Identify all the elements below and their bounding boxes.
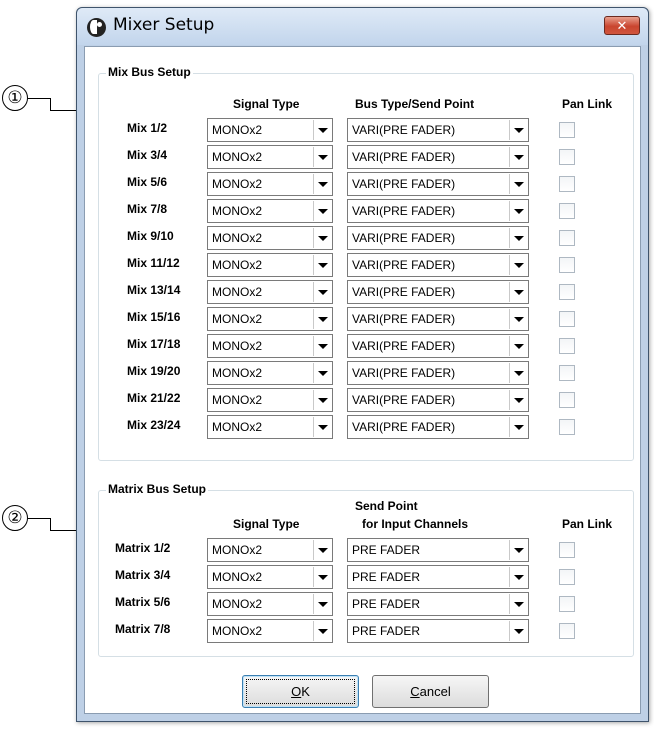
- signal-type-select[interactable]: [207, 361, 333, 385]
- mixer-app-icon: [87, 18, 106, 37]
- select-value: VARI(PRE FADER): [352, 258, 456, 272]
- chevron-down-icon[interactable]: [509, 390, 527, 410]
- chevron-down-icon[interactable]: [313, 567, 331, 587]
- pan-link-checkbox[interactable]: [559, 338, 575, 354]
- chevron-down-icon[interactable]: [509, 621, 527, 641]
- send-point-select[interactable]: [347, 592, 529, 616]
- header-signal-type: Signal Type: [233, 97, 300, 111]
- pan-link-checkbox[interactable]: [559, 230, 575, 246]
- send-point-select[interactable]: [347, 565, 529, 589]
- select-value: MONOx2: [212, 366, 263, 380]
- bus-type-select[interactable]: [347, 253, 529, 277]
- close-button[interactable]: ✕: [604, 16, 640, 35]
- select-value: MONOx2: [212, 339, 263, 353]
- chevron-down-icon[interactable]: [313, 120, 331, 140]
- header-pan-link: Pan Link: [562, 97, 613, 111]
- title-bar[interactable]: [77, 8, 648, 45]
- select-value: VARI(PRE FADER): [352, 312, 456, 326]
- mix_bus_setup-label: Mix 23/24: [127, 418, 181, 432]
- select-value: VARI(PRE FADER): [352, 420, 456, 434]
- pan-link-checkbox[interactable]: [559, 419, 575, 435]
- dialog-body: [84, 46, 641, 714]
- chevron-down-icon[interactable]: [509, 540, 527, 560]
- select-value: MONOx2: [212, 285, 263, 299]
- chevron-down-icon[interactable]: [509, 228, 527, 248]
- bus-type-select[interactable]: [347, 415, 529, 439]
- chevron-down-icon[interactable]: [509, 174, 527, 194]
- mix_bus_setup-row: [99, 387, 635, 412]
- pan-link-checkbox[interactable]: [559, 365, 575, 381]
- send-point-select[interactable]: [347, 619, 529, 643]
- mix_bus_setup-label: Mix 19/20: [127, 364, 181, 378]
- ok-button[interactable]: OK: [242, 675, 359, 708]
- pan-link-checkbox[interactable]: [559, 542, 575, 558]
- select-value: MONOx2: [212, 597, 263, 611]
- chevron-down-icon[interactable]: [313, 147, 331, 167]
- bus-type-select[interactable]: [347, 172, 529, 196]
- signal-type-select[interactable]: [207, 280, 333, 304]
- chevron-down-icon[interactable]: [313, 174, 331, 194]
- mix_bus_setup-row: [99, 198, 635, 223]
- select-value: MONOx2: [212, 543, 263, 557]
- callout-number: ②: [2, 505, 28, 531]
- mix_bus_setup-label: Mix 13/14: [127, 283, 181, 297]
- signal-type-select[interactable]: [207, 388, 333, 412]
- header-signal-type: Signal Type: [233, 517, 300, 531]
- matrix_bus_setup-label: Matrix 3/4: [115, 568, 171, 582]
- mix_bus_setup-row: [99, 171, 635, 196]
- mix_bus_setup-label: Mix 11/12: [127, 256, 180, 270]
- select-value: MONOx2: [212, 150, 263, 164]
- select-value: VARI(PRE FADER): [352, 393, 456, 407]
- window-title: Mixer Setup: [113, 15, 215, 35]
- mix_bus_setup-row: [99, 144, 635, 169]
- chevron-down-icon[interactable]: [313, 417, 331, 437]
- mix-bus-setup-group: [98, 65, 634, 461]
- mix_bus_setup-row: [99, 360, 635, 385]
- chevron-down-icon[interactable]: [313, 540, 331, 560]
- pan-link-checkbox[interactable]: [559, 569, 575, 585]
- mix_bus_setup-row: [99, 117, 635, 142]
- matrix_bus_setup-row: [99, 564, 635, 589]
- signal-type-select[interactable]: [207, 226, 333, 250]
- pan-link-checkbox[interactable]: [559, 284, 575, 300]
- pan-link-checkbox[interactable]: [559, 203, 575, 219]
- chevron-down-icon[interactable]: [509, 255, 527, 275]
- matrix_bus_setup-label: Matrix 7/8: [115, 622, 171, 636]
- select-value: VARI(PRE FADER): [352, 339, 456, 353]
- header-send-point-line1: Send Point: [355, 499, 418, 513]
- pan-link-checkbox[interactable]: [559, 122, 575, 138]
- select-value: PRE FADER: [352, 624, 421, 638]
- chevron-down-icon[interactable]: [313, 363, 331, 383]
- signal-type-select[interactable]: [207, 619, 333, 643]
- chevron-down-icon[interactable]: [509, 363, 527, 383]
- chevron-down-icon[interactable]: [313, 201, 331, 221]
- bus-type-select[interactable]: [347, 334, 529, 358]
- select-value: MONOx2: [212, 123, 263, 137]
- select-value: PRE FADER: [352, 543, 421, 557]
- mix_bus_setup-label: Mix 21/22: [127, 391, 181, 405]
- pan-link-checkbox[interactable]: [559, 311, 575, 327]
- chevron-down-icon[interactable]: [509, 147, 527, 167]
- matrix-bus-setup-group: [98, 482, 634, 657]
- signal-type-select[interactable]: [207, 307, 333, 331]
- send-point-select[interactable]: [347, 538, 529, 562]
- select-value: VARI(PRE FADER): [352, 285, 456, 299]
- callout-number: ①: [2, 85, 28, 111]
- select-value: MONOx2: [212, 231, 263, 245]
- signal-type-select[interactable]: [207, 145, 333, 169]
- select-value: PRE FADER: [352, 570, 421, 584]
- signal-type-select[interactable]: [207, 199, 333, 223]
- mix_bus_setup-label: Mix 9/10: [127, 229, 174, 243]
- signal-type-select[interactable]: [207, 172, 333, 196]
- chevron-down-icon[interactable]: [509, 282, 527, 302]
- select-value: VARI(PRE FADER): [352, 150, 456, 164]
- matrix_bus_setup-label: Matrix 5/6: [115, 595, 171, 609]
- chevron-down-icon[interactable]: [509, 567, 527, 587]
- bus-type-select[interactable]: [347, 145, 529, 169]
- pan-link-checkbox[interactable]: [559, 596, 575, 612]
- mix_bus_setup-row: [99, 333, 635, 358]
- select-value: MONOx2: [212, 312, 263, 326]
- pan-link-checkbox[interactable]: [559, 392, 575, 408]
- select-value: VARI(PRE FADER): [352, 204, 456, 218]
- signal-type-select[interactable]: [207, 565, 333, 589]
- select-value: VARI(PRE FADER): [352, 231, 456, 245]
- select-value: MONOx2: [212, 177, 263, 191]
- select-value: MONOx2: [212, 570, 263, 584]
- bus-type-select[interactable]: [347, 307, 529, 331]
- chevron-down-icon[interactable]: [509, 120, 527, 140]
- mix_bus_setup-label: Mix 5/6: [127, 175, 168, 189]
- mix_bus_setup-label: Mix 3/4: [127, 148, 168, 162]
- chevron-down-icon[interactable]: [509, 309, 527, 329]
- select-value: MONOx2: [212, 624, 263, 638]
- pan-link-checkbox[interactable]: [559, 176, 575, 192]
- pan-link-checkbox[interactable]: [559, 257, 575, 273]
- chevron-down-icon[interactable]: [509, 417, 527, 437]
- chevron-down-icon[interactable]: [313, 621, 331, 641]
- header-pan-link: Pan Link: [562, 517, 613, 531]
- select-value: VARI(PRE FADER): [352, 366, 456, 380]
- mix_bus_setup-label: Mix 15/16: [127, 310, 181, 324]
- mix_bus_setup-row: [99, 306, 635, 331]
- pan-link-checkbox[interactable]: [559, 623, 575, 639]
- bus-type-select[interactable]: [347, 280, 529, 304]
- chevron-down-icon[interactable]: [313, 336, 331, 356]
- select-value: MONOx2: [212, 204, 263, 218]
- select-value: PRE FADER: [352, 597, 421, 611]
- chevron-down-icon[interactable]: [509, 336, 527, 356]
- chevron-down-icon[interactable]: [313, 228, 331, 248]
- mix_bus_setup-label: Mix 7/8: [127, 202, 168, 216]
- matrix_bus_setup-row: [99, 618, 635, 643]
- pan-link-checkbox[interactable]: [559, 149, 575, 165]
- select-value: VARI(PRE FADER): [352, 177, 456, 191]
- group-label: Matrix Bus Setup: [108, 482, 207, 496]
- select-value: MONOx2: [212, 393, 263, 407]
- signal-type-select[interactable]: [207, 253, 333, 277]
- chevron-down-icon[interactable]: [313, 594, 331, 614]
- signal-type-select[interactable]: [207, 592, 333, 616]
- bus-type-select[interactable]: [347, 388, 529, 412]
- mix_bus_setup-label: Mix 1/2: [127, 121, 168, 135]
- signal-type-select[interactable]: [207, 334, 333, 358]
- select-value: MONOx2: [212, 258, 263, 272]
- matrix_bus_setup-row: [99, 537, 635, 562]
- signal-type-select[interactable]: [207, 415, 333, 439]
- chevron-down-icon[interactable]: [313, 390, 331, 410]
- chevron-down-icon[interactable]: [509, 201, 527, 221]
- group-label: Mix Bus Setup: [108, 65, 191, 79]
- chevron-down-icon[interactable]: [313, 282, 331, 302]
- bus-type-select[interactable]: [347, 118, 529, 142]
- mixer-setup-window: [76, 7, 649, 722]
- bus-type-select[interactable]: [347, 199, 529, 223]
- header-bus-type-send-point: Bus Type/Send Point: [355, 97, 475, 111]
- select-value: VARI(PRE FADER): [352, 123, 456, 137]
- signal-type-select[interactable]: [207, 538, 333, 562]
- signal-type-select[interactable]: [207, 118, 333, 142]
- mix_bus_setup-label: Mix 17/18: [127, 337, 181, 351]
- header-send-point-line2: for Input Channels: [362, 517, 468, 531]
- matrix_bus_setup-label: Matrix 1/2: [115, 541, 171, 555]
- cancel-button[interactable]: Cancel: [372, 675, 489, 708]
- bus-type-select[interactable]: [347, 361, 529, 385]
- mix_bus_setup-row: [99, 252, 635, 277]
- select-value: MONOx2: [212, 420, 263, 434]
- mix_bus_setup-row: [99, 225, 635, 250]
- matrix_bus_setup-row: [99, 591, 635, 616]
- chevron-down-icon[interactable]: [313, 255, 331, 275]
- chevron-down-icon[interactable]: [313, 309, 331, 329]
- mix_bus_setup-row: [99, 414, 635, 439]
- bus-type-select[interactable]: [347, 226, 529, 250]
- mix_bus_setup-row: [99, 279, 635, 304]
- chevron-down-icon[interactable]: [509, 594, 527, 614]
